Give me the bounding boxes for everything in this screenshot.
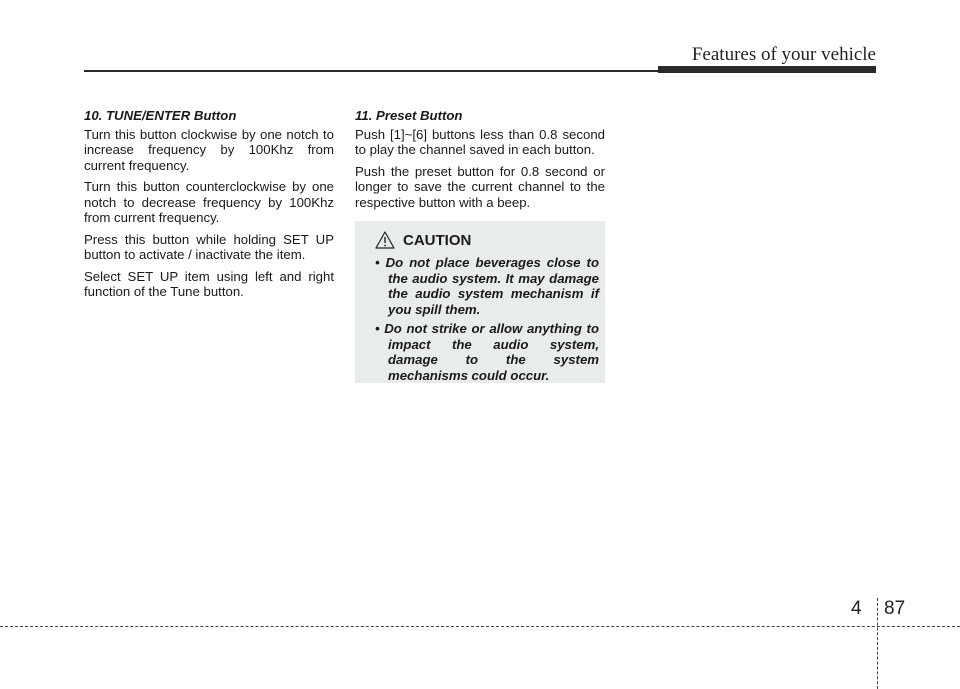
preset-button-heading: 11. Preset Button [355,108,463,123]
paragraph: Turn this button counterclockwise by one notch to decrease frequency by 100Khz from current frequency. [84,179,334,225]
middle-column [355,108,605,216]
header-rule-accent [658,66,876,73]
paragraph: Press this button while holding SET UP button to activate / inactivate the item. [84,231,334,262]
caution-box [355,221,605,383]
section-title: Features of your vehicle [691,44,876,65]
tune-enter-heading: 10. TUNE/ENTER Button [84,108,237,123]
paragraph: Push the preset button for 0.8 second or longer to save the current channel to the respective button with a beep. [355,163,605,210]
chapter-number: 4 [851,598,862,619]
footer-divider [0,626,960,627]
caution-title: CAUTION [403,231,472,249]
page-number-divider [877,598,878,689]
left-column [84,108,334,306]
caution-item: • Do not place beverages close to the audio system. It may damage the audio system mechanism if you spill them. [375,255,599,317]
caution-item: • Do not strike or allow anything to impact the audio system, damage to the system mechanisms could occur. [375,321,599,383]
paragraph: Turn this button clockwise by one notch to increase frequency by 100Khz from current frequency. [84,126,334,173]
paragraph: Push [1]~[6] buttons less than 0.8 second to play the channel saved in each button. [355,126,605,157]
paragraph: Select SET UP item using left and right function of the Tune button. [84,268,334,299]
page-number: 87 [884,598,906,619]
warning-triangle-icon [375,231,395,249]
